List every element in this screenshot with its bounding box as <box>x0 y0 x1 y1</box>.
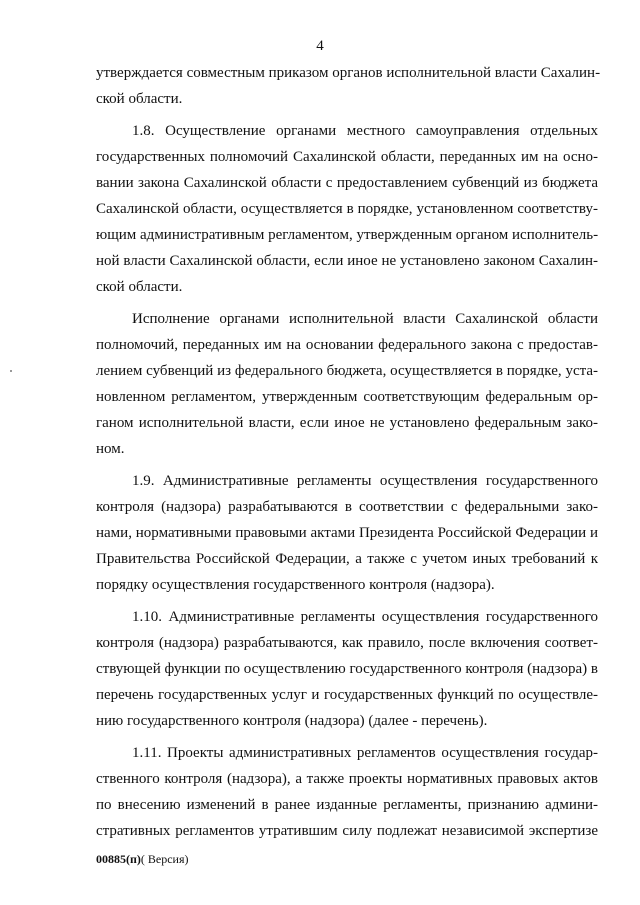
text-line: ской области. <box>96 279 183 295</box>
footer-version-label: ( Версия) <box>140 852 189 866</box>
text-line: полномочий, переданных им на основании федерального закона с предостав- <box>96 337 598 353</box>
page-number: 4 <box>316 38 324 54</box>
text-line: Сахалинской области, осуществляется в порядке, установленном соответству- <box>96 201 598 217</box>
text-line: государственных полномочий Сахалинской области, переданных им на осно- <box>96 149 598 165</box>
text-line: контроля (надзора) разрабатываются в соответствии с федеральными зако- <box>96 499 598 515</box>
text-line: ном. <box>96 441 125 457</box>
footer-document-code: 00885(п) <box>96 852 141 866</box>
text-line: по внесению изменений в ранее изданные регламенты, признанию админи- <box>96 797 598 813</box>
paragraph <box>96 468 598 598</box>
text-line: нию государственного контроля (надзора) (далее - перечень). <box>96 713 488 729</box>
text-line: ственного контроля (надзора), а также проекты нормативных правовых актов <box>96 771 598 787</box>
text-line: ганом исполнительной власти, если иное не установлено федеральным зако- <box>96 415 598 431</box>
text-line: утверждается совместным приказом органов исполнительной власти Сахалин- <box>96 65 601 81</box>
text-line: контроля (надзора) разрабатываются, как правило, после включения соответ- <box>96 635 598 651</box>
text-line: вании закона Сахалинской области с предоставлением субвенций из бюджета <box>96 175 598 191</box>
margin-mark <box>10 370 12 372</box>
footer <box>96 852 189 867</box>
text-line: ной власти Сахалинской области, если иное не установлено законом Сахалин- <box>96 253 598 269</box>
text-line: новленном регламентом, утвержденным соответствующим федеральным ор- <box>96 389 598 405</box>
text-line: порядку осуществления государственного контроля (надзора). <box>96 577 495 593</box>
text-line: 1.9. Административные регламенты осуществления государственного <box>132 473 598 489</box>
text-line: перечень государственных услуг и государственных функций по осуществле- <box>96 687 598 703</box>
paragraph <box>96 604 598 734</box>
text-line: стративных регламентов утратившим силу подлежат независимой экспертизе <box>96 823 598 839</box>
paragraph <box>96 306 598 462</box>
text-line: лением субвенций из федерального бюджета, осуществляется в порядке, уста- <box>96 363 598 379</box>
text-line: Исполнение органами исполнительной власти Сахалинской области <box>132 311 598 327</box>
paragraph <box>96 60 601 112</box>
text-line: ствующей функции по осуществлению государственного контроля (надзора) в <box>96 661 598 677</box>
text-line: нами, нормативными правовыми актами Президента Российской Федерации и <box>96 525 598 541</box>
document-body <box>96 60 601 850</box>
paragraph <box>96 118 598 300</box>
text-line: 1.8. Осуществление органами местного самоуправления отдельных <box>132 123 598 139</box>
text-line: 1.10. Административные регламенты осуществления государственного <box>132 609 598 625</box>
text-line: ской области. <box>96 91 183 107</box>
text-line: 1.11. Проекты административных регламентов осуществления государ- <box>132 745 598 761</box>
text-line: Правительства Российской Федерации, а также с учетом иных требований к <box>96 551 598 567</box>
paragraph <box>96 740 598 844</box>
text-line: ющим административным регламентом, утвержденным органом исполнитель- <box>96 227 599 243</box>
